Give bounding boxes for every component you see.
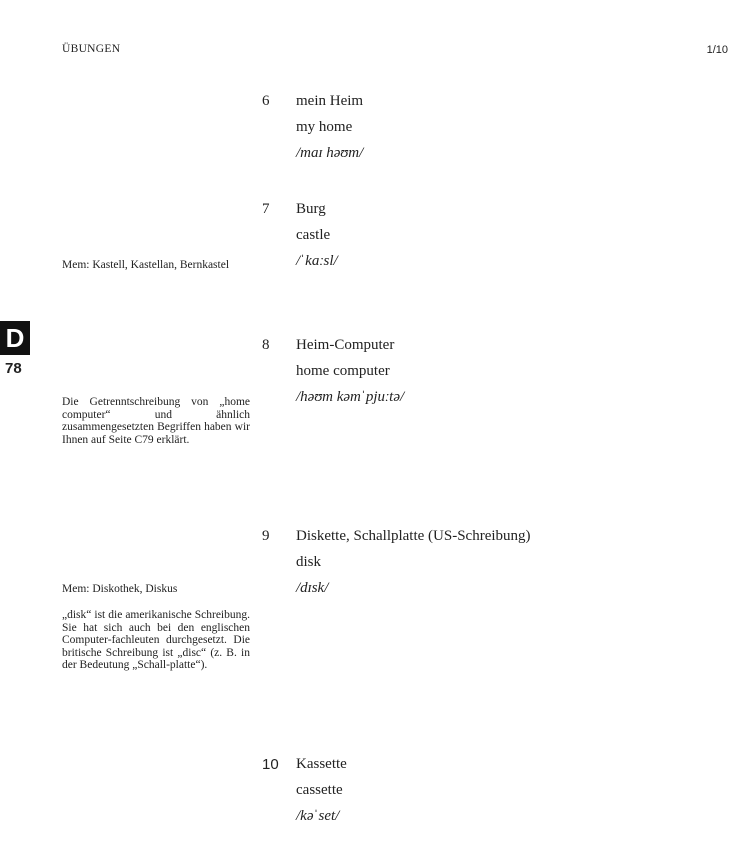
entry-english: cassette — [296, 782, 343, 798]
entry-phonetic: /kəˈset/ — [296, 808, 340, 824]
page-counter: 1/10 — [706, 44, 728, 56]
note-home-computer-spelling: Die Getrenntschreibung von „home computer“ und ähnlich zusammengesetzten Begriffen haben wir Ihnen auf Seite C79 erklärt. — [62, 396, 250, 446]
entry-english: my home — [296, 119, 353, 135]
section-title: ÜBUNGEN — [62, 43, 121, 55]
entry-number: 7 — [262, 201, 270, 217]
entry-phonetic: /dɪsk/ — [296, 580, 329, 596]
entry-number: 9 — [262, 528, 270, 544]
note-castle-mnemonic: Mem: Kastell, Kastellan, Bernkastel — [62, 259, 230, 271]
entry-number: 10 — [262, 756, 279, 773]
entry-english: home computer — [296, 363, 390, 379]
entry-number: 8 — [262, 337, 270, 353]
entry-german: Heim-Computer — [296, 337, 395, 353]
entry-german: Burg — [296, 201, 326, 217]
entry-number: 6 — [262, 93, 270, 109]
entry-german: mein Heim — [296, 93, 364, 109]
entry-english: disk — [296, 554, 322, 570]
note-disk-spelling: „disk“ ist die amerikanische Schreibung. Sie hat sich auch bei den englischen Computer-fachleuten durchgesetzt. Die britische Schreibung ist „disc“ (z. B. in der Bedeutung „Schall-platte“). — [62, 609, 250, 671]
entry-english: castle — [296, 227, 331, 243]
entry-german: Diskette, Schallplatte (US-Schreibung) — [296, 528, 531, 544]
entry-phonetic: /maɪ həʊm/ — [296, 145, 364, 161]
entry-phonetic: /ˈkaːsl/ — [296, 253, 338, 269]
page-number: 78 — [5, 360, 22, 377]
entry-phonetic: /həʊm kəmˈpjuːtə/ — [296, 389, 405, 405]
chapter-tab-letter: D — [0, 321, 30, 355]
entry-german: Kassette — [296, 756, 347, 772]
note-disk-mnemonic: Mem: Diskothek, Diskus — [62, 583, 178, 595]
